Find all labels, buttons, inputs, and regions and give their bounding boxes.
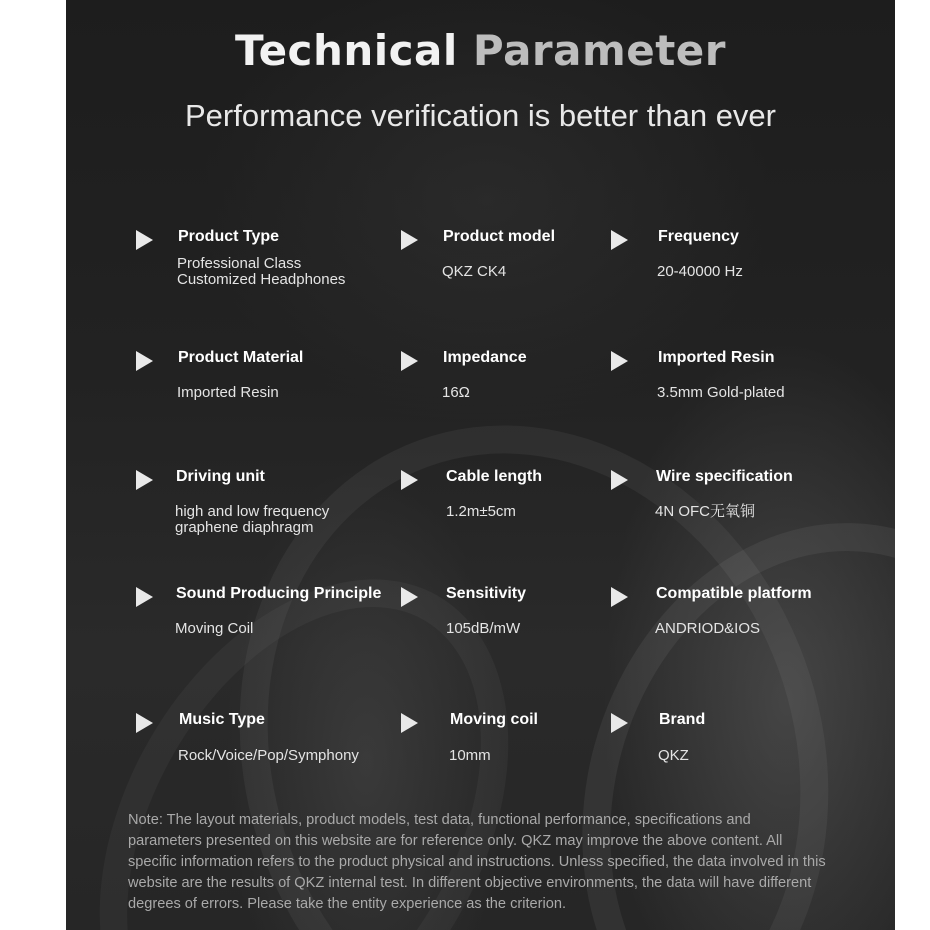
param-value: Rock/Voice/Pop/Symphony (178, 747, 359, 764)
play-arrow-icon (611, 351, 628, 371)
param-value: 105dB/mW (446, 620, 521, 637)
title-part-1: Technical (235, 26, 458, 75)
param-value: QKZ CK4 (442, 263, 507, 280)
param-label: Brand (659, 711, 706, 728)
param-label: Impedance (443, 349, 527, 366)
parameter-panel (66, 0, 895, 930)
param-label: Wire specification (656, 468, 793, 485)
play-arrow-icon (401, 587, 418, 607)
disclaimer-note: Note: The layout materials, product models, test data, functional performance, specifications and parameters presented on this website are for reference only. QKZ may improve the above content. All specific information refers to the product physical and instructions. Unless specified, the data involved in this website are the results of QKZ internal test. In different objective environments, the data will have different degrees of errors. Please take the entity experience as the criterion. (128, 812, 826, 912)
param-label: Moving coil (450, 711, 538, 728)
play-arrow-icon (401, 351, 418, 371)
play-arrow-icon (401, 713, 418, 733)
param-value: Moving Coil (175, 620, 254, 637)
param-label: Sensitivity (446, 585, 527, 602)
param-value: ANDRIOD&IOS (655, 620, 761, 637)
param-label: Imported Resin (658, 349, 775, 366)
param-label: Product Material (178, 349, 304, 366)
page-subtitle: Performance verification is better than ever (185, 98, 776, 133)
param-label: Music Type (179, 711, 265, 728)
param-label: Sound Producing Principle (176, 585, 382, 602)
param-value: 1.2m±5cm (446, 503, 516, 520)
param-value: 3.5mm Gold-plated (657, 384, 785, 401)
param-label: Product Type (178, 228, 280, 245)
play-arrow-icon (611, 470, 628, 490)
play-arrow-icon (611, 230, 628, 250)
play-arrow-icon (136, 351, 153, 371)
param-label: Driving unit (176, 468, 265, 485)
play-arrow-icon (136, 230, 153, 250)
param-value: 10mm (449, 747, 491, 764)
title-part-2: Parameter (472, 26, 726, 75)
play-arrow-icon (136, 470, 153, 490)
param-label: Cable length (446, 468, 543, 485)
param-value: 16Ω (442, 384, 470, 401)
play-arrow-icon (136, 587, 153, 607)
page-title (66, 26, 895, 75)
play-arrow-icon (611, 713, 628, 733)
play-arrow-icon (136, 713, 153, 733)
param-value: high and low frequency graphene diaphragm (175, 503, 330, 536)
param-label: Compatible platform (656, 585, 812, 602)
play-arrow-icon (401, 230, 418, 250)
param-value: 20-40000 Hz (657, 263, 743, 280)
param-label: Frequency (658, 228, 739, 245)
param-value: Professional Class Customized Headphones (177, 255, 346, 288)
play-arrow-icon (401, 470, 418, 490)
param-label: Product model (443, 228, 556, 245)
param-value: QKZ (658, 747, 689, 764)
param-value: 4N OFC无氧铜 (655, 503, 756, 520)
param-value: Imported Resin (177, 384, 279, 401)
play-arrow-icon (611, 587, 628, 607)
